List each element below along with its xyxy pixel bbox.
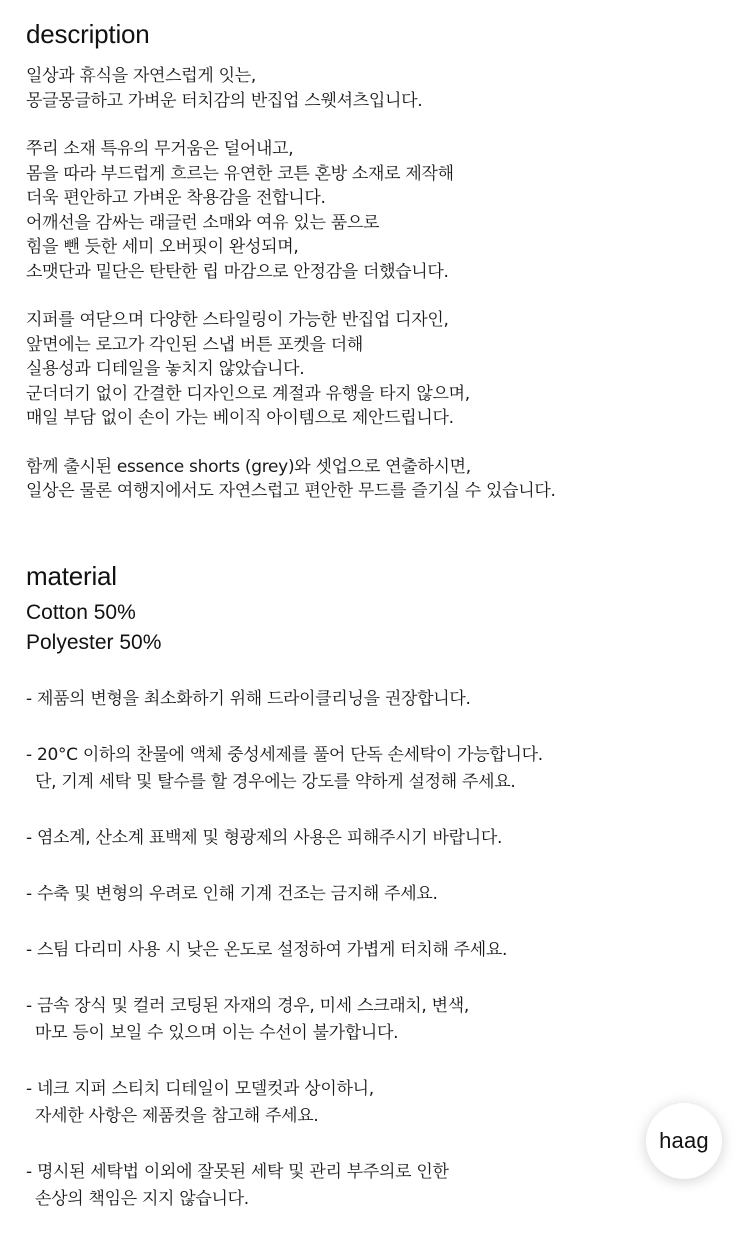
- description-body: [26, 64, 556, 504]
- description-line: 지퍼를 여닫으며 다양한 스타일링이 가능한 반집업 디자인,: [26, 310, 449, 330]
- care-item: [26, 1076, 543, 1130]
- description-line: 몸을 따라 부드럽게 흐르는 유연한 코튼 혼방 소재로 제작해: [26, 163, 454, 184]
- haag-chat-button[interactable]: [646, 1103, 722, 1179]
- description-line: 일상은 물론 여행지에서도 자연스럽고 편안한 무드를 즐기실 수 있습니다.: [26, 481, 556, 501]
- care-line: - 명시된 세탁법 이외에 잘못된 세탁 및 관리 부주의로 인한: [26, 1162, 449, 1182]
- material-composition-item: Cotton 50%: [26, 601, 136, 624]
- care-item: [26, 686, 543, 713]
- description-line: 몽글몽글하고 가벼운 터치감의 반집업 스웻셔츠입니다.: [26, 90, 423, 111]
- care-item: [26, 881, 543, 908]
- care-line: - 네크 지퍼 스티치 디테일이 모델컷과 상이하니,: [26, 1079, 374, 1099]
- care-line: 마모 등이 보일 수 있으며 이는 수선이 불가합니다.: [35, 1023, 399, 1043]
- care-line: - 금속 장식 및 컬러 코팅된 자재의 경우, 미세 스크래치, 변색,: [26, 996, 469, 1016]
- description-paragraph: [26, 455, 556, 504]
- haag-chat-label: haag: [659, 1128, 709, 1153]
- care-line: - 염소계, 산소계 표백제 및 형광제의 사용은 피해주시기 바랍니다.: [26, 828, 503, 848]
- description-line: 더욱 편안하고 가벼운 착용감을 전합니다.: [26, 188, 326, 208]
- material-composition-item: Polyester 50%: [26, 631, 162, 654]
- description-line: 쭈리 소재 특유의 무거움은 덜어내고,: [26, 139, 294, 159]
- description-paragraph: [26, 137, 556, 284]
- description-line: 앞면에는 로고가 각인된 스냅 버튼 포켓을 더해: [26, 334, 363, 355]
- care-item: [26, 825, 543, 852]
- care-line: - 수축 및 변형의 우려로 인해 기계 건조는 금지해 주세요.: [26, 884, 438, 904]
- material-composition: [26, 598, 161, 658]
- description-line: 군더더기 없이 간결한 디자인으로 계절과 유행을 타지 않으며,: [26, 383, 470, 404]
- description-line: 소맷단과 밑단은 탄탄한 립 마감으로 안정감을 더했습니다.: [26, 261, 449, 282]
- care-item: [26, 742, 543, 796]
- description-line: 매일 부담 없이 손이 가는 베이직 아이템으로 제안드립니다.: [26, 408, 454, 428]
- care-line: 단, 기계 세탁 및 탈수를 할 경우에는 강도를 약하게 설정해 주세요.: [35, 772, 516, 792]
- description-heading: description: [26, 19, 150, 49]
- description-line: 함께 출시된 essence shorts (grey)와 셋업으로 연출하시면,: [26, 456, 471, 477]
- care-line: 자세한 사항은 제품컷을 참고해 주세요.: [35, 1106, 319, 1126]
- care-item: [26, 1159, 543, 1213]
- description-line: 실용성과 디테일을 놓치지 않았습니다.: [26, 359, 305, 379]
- description-paragraph: [26, 308, 556, 431]
- care-line: 손상의 책임은 지지 않습니다.: [35, 1189, 249, 1209]
- care-line: - 스팀 다리미 사용 시 낮은 온도로 설정하여 가볍게 터치해 주세요.: [26, 940, 508, 960]
- care-item: [26, 937, 543, 964]
- description-line: 어깨선을 감싸는 래글런 소매와 여유 있는 품으로: [26, 212, 380, 233]
- care-line: - 20°C 이하의 찬물에 액체 중성세제를 풀어 단독 손세탁이 가능합니다.: [26, 745, 543, 765]
- material-heading: material: [26, 561, 117, 591]
- description-line: 일상과 휴식을 자연스럽게 잇는,: [26, 66, 257, 86]
- description-line: 힘을 뺀 듯한 세미 오버핏이 완성되며,: [26, 237, 299, 257]
- care-item: [26, 993, 543, 1047]
- description-paragraph: [26, 64, 556, 113]
- care-line: - 제품의 변형을 최소화하기 위해 드라이클리닝을 권장합니다.: [26, 689, 471, 709]
- care-instructions: [26, 686, 543, 1242]
